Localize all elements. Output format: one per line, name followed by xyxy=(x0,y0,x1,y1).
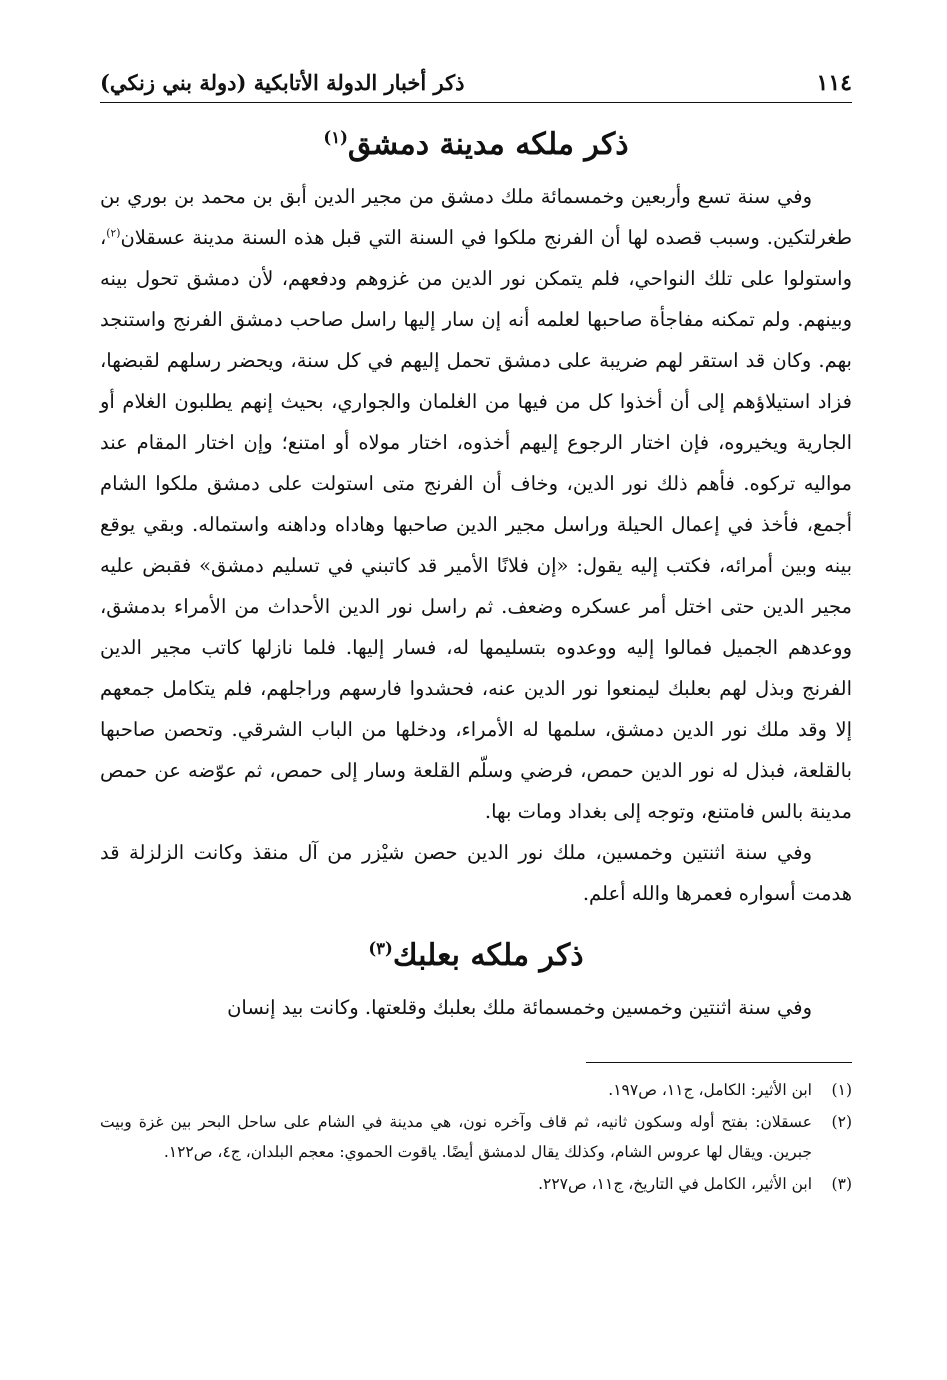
footnote-text: عسقلان: بفتح أوله وسكون ثانيه، ثم قاف وآخره نون، هي مدينة في الشام على ساحل البحر بين غزة وبيت جبرين. ويقال لها عروس الشام، وكذلك يقال لدمشق أيضًا. ياقوت الحموي: معجم البلدان، ج٤، ص١٢٢. xyxy=(100,1113,812,1161)
running-header xyxy=(100,70,852,103)
paragraph xyxy=(100,176,852,832)
footnote-number: (٣) xyxy=(831,1175,852,1193)
section-heading-damascus xyxy=(100,125,852,164)
footnote xyxy=(100,1075,852,1105)
heading-text: ذكر ملكه بعلبك xyxy=(392,938,584,973)
footnote-number: (١) xyxy=(831,1081,852,1099)
section-heading-baalbek xyxy=(100,936,852,975)
heading-footnote-ref: (٣) xyxy=(368,939,393,958)
footnotes xyxy=(100,1075,852,1199)
paragraph-text: وفي سنة اثنتين وخمسين وخمسمائة ملك بعلبك وقلعتها. وكانت بيد إنسان xyxy=(227,996,812,1019)
running-title: ذكر أخبار الدولة الأتابكية (دولة بني زنكي) xyxy=(100,70,465,95)
footnote-number: (٢) xyxy=(831,1113,852,1131)
page-number: ١١٤ xyxy=(816,70,852,96)
paragraph-text: وفي سنة تسع وأربعين وخمسمائة ملك دمشق من مجير الدين أبق بن محمد بن بوري بن طغرلتكين. وسبب قصده لها أن الفرنج ملكوا في السنة التي قبل هذه السنة مدينة عسقلان xyxy=(100,185,852,249)
footnote-ref: (٢) xyxy=(106,226,121,240)
paragraph-text: وفي سنة اثنتين وخمسين، ملك نور الدين حصن شيْزر من آل منقذ وكانت الزلزلة قد هدمت أسواره فعمرها والله أعلم. xyxy=(100,841,852,905)
footnote xyxy=(100,1169,852,1199)
paragraph xyxy=(100,832,852,914)
book-page xyxy=(100,70,852,1201)
heading-footnote-ref: (١) xyxy=(323,128,348,147)
footnote xyxy=(100,1107,852,1167)
paragraph xyxy=(100,987,852,1028)
footnote-divider xyxy=(586,1062,852,1063)
heading-text: ذكر ملكه مدينة دمشق xyxy=(347,127,629,162)
footnote-text: ابن الأثير: الكامل، ج١١، ص١٩٧. xyxy=(608,1081,812,1099)
footnote-text: ابن الأثير، الكامل في التاريخ، ج١١، ص٢٢٧. xyxy=(538,1175,812,1193)
paragraph-text: ، واستولوا على تلك النواحي، فلم يتمكن نور الدين من غزوهم ودفعهم، لأن دمشق تحول بينه وبينهم. ولم تمكنه مفاجأة صاحبها لعلمه أنه إن سار إليها راسل صاحب دمشق الفرنج واستنجد بهم. وكان قد استقر لهم ضريبة على دمشق تحمل إليهم في كل سنة، ويحضر رسلهم لقبضها، فزاد استيلاؤهم إلى أن أخذوا كل من فيها من الغلمان والجواري، بحيث إنهم يطلبون الغلام أو الجارية ويخيروه، فإن اختار الرجوع إليهم أخذوه، اختار مولاه أو امتنع؛ وإن اختار المقام عند مواليه تركوه. فأهم ذلك نور الدين، وخاف أن الفرنج متى استولت على دمشق ملكوا الشام أجمع، فأخذ في إعمال الحيلة وراسل مجير الدين صاحبها وهاداه وداهنه واستماله. وبقي يوقع بينه وبين أمرائه، فكتب إليه يقول: «إن فلانًا الأمير قد كاتبني في تسليم دمشق» فقبض عليه مجير الدين حتى اختل أمر عسكره وضعف. ثم راسل نور الدين الأحداث من الأمراء بدمشق، ووعدهم الجميل فمالوا إليه ووعدوه بتسليمها له، فسار إليها. فلما نازلها كاتب مجير الدين الفرنج وبذل لهم بعلبك ليمنعوا نور الدين عنه، فحشدوا فارسهم وراجلهم، فلم يتكامل جمعهم إلا وقد ملك نور الدين دمشق، سلمها له الأمراء، ودخلها من الباب الشرقي. وتحصن صاحبها بالقلعة، فبذل له نور الدين حمص، فرضي وسلّم القلعة وسار إلى حمص، ثم عوّضه عن حمص مدينة بالس فامتنع، وتوجه إلى بغداد ومات بها. xyxy=(100,226,852,823)
